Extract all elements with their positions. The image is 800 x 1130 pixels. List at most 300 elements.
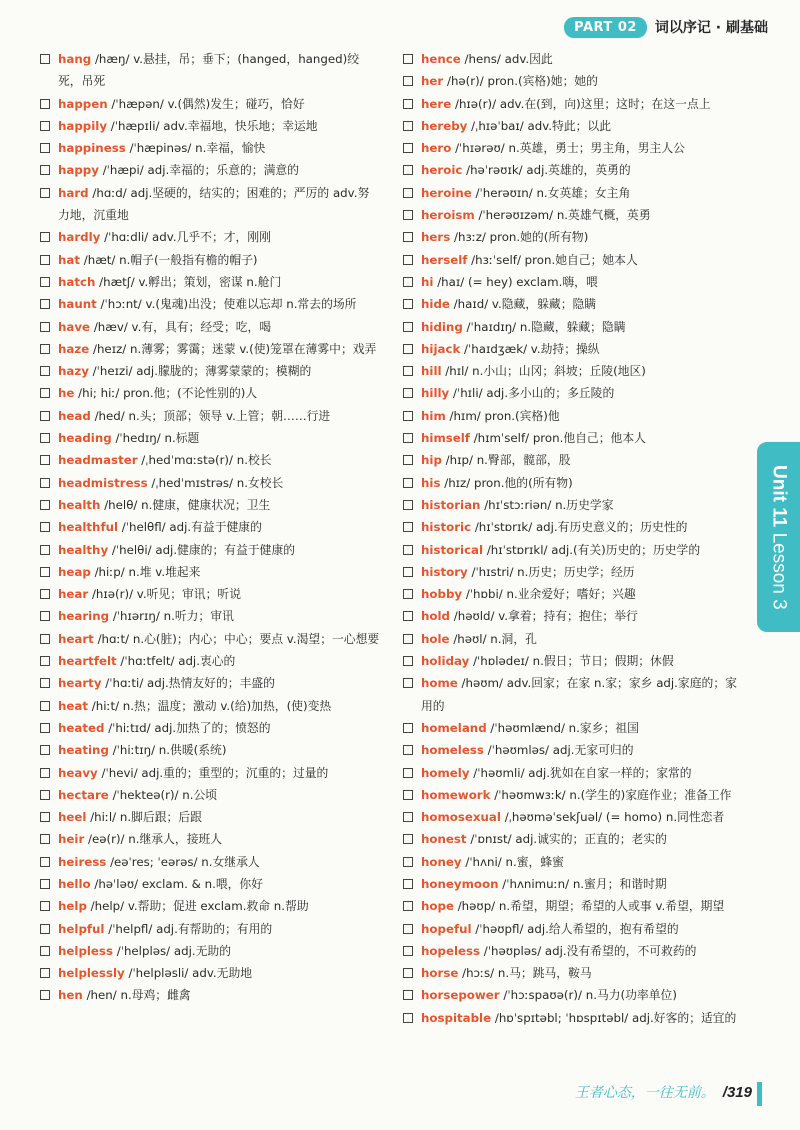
- vocab-definition: /ˈhiːtɪŋ/ n.供暖(系统): [112, 743, 227, 758]
- vocab-word: haunt: [58, 297, 97, 312]
- checkbox-icon[interactable]: [40, 790, 50, 800]
- checkbox-icon[interactable]: [403, 634, 413, 644]
- checkbox-icon[interactable]: [403, 901, 413, 911]
- checkbox-icon[interactable]: [40, 701, 50, 711]
- vocab-word: heroic: [421, 163, 463, 178]
- vocab-definition: /ˈhʌni/ n.蜜，蜂蜜: [465, 854, 564, 869]
- vocab-word: heiress: [58, 854, 107, 869]
- checkbox-icon[interactable]: [40, 188, 50, 198]
- vocab-word: hat: [58, 252, 80, 267]
- vocab-word: heir: [58, 832, 85, 847]
- vocab-word: heat: [58, 698, 88, 713]
- vocab-entry: [40, 316, 380, 338]
- checkbox-icon[interactable]: [40, 99, 50, 109]
- vocab-entry: [40, 695, 380, 717]
- vocab-word: healthful: [58, 520, 119, 535]
- vocab-definition: /ˌhɪəˈbaɪ/ adv.特此；以此: [471, 118, 612, 133]
- vocab-word: help: [58, 899, 87, 914]
- checkbox-icon[interactable]: [403, 990, 413, 1000]
- checkbox-icon[interactable]: [403, 165, 413, 175]
- vocab-entry: [40, 516, 380, 538]
- vocab-definition: /hens/ adv.因此: [464, 52, 553, 66]
- page-header: [564, 14, 768, 40]
- checkbox-icon[interactable]: [403, 745, 413, 755]
- checkbox-icon[interactable]: [403, 210, 413, 220]
- vocab-definition: /ˈhəʊmli/ adj.犹如在自家一样的；家常的: [473, 765, 692, 780]
- vocab-definition: /ˈhevi/ adj.重的；重型的；沉重的；过量的: [101, 765, 329, 780]
- vocab-definition: /hætʃ/ v.孵出；策划，密谋 n.舱门: [99, 274, 282, 289]
- checkbox-icon[interactable]: [403, 968, 413, 978]
- vocab-entry: [40, 405, 380, 427]
- vocab-definition: /eəˈres; ˈeərəs/ n.女继承人: [110, 854, 260, 869]
- vocab-entry: [40, 984, 380, 1006]
- vocab-entry: [403, 405, 743, 427]
- checkbox-icon[interactable]: [403, 768, 413, 778]
- vocab-entry: [40, 851, 380, 873]
- vocab-entry: [40, 561, 380, 583]
- vocab-definition: /hi; hiː/ pron.他；(不论性别的)人: [78, 386, 258, 401]
- checkbox-icon[interactable]: [40, 322, 50, 332]
- checkbox-icon[interactable]: [403, 143, 413, 153]
- vocab-entry: [403, 717, 743, 739]
- vocab-definition: /hɜːz/ pron.她的(所有物): [454, 230, 589, 245]
- vocab-definition: /ˈhiːtɪd/ adj.加热了的；愤怒的: [108, 720, 271, 735]
- vocab-definition: /həʊp/ n.希望，期望；希望的人或事 v.希望，期望: [457, 899, 725, 914]
- checkbox-icon[interactable]: [40, 54, 50, 64]
- vocab-word: heap: [58, 564, 91, 579]
- vocab-entry: [40, 539, 380, 561]
- vocab-entry: [40, 360, 380, 382]
- vocab-definition: /hæŋ/ v.悬挂，吊；垂下；(hanged，hanged)绞死，吊死: [58, 52, 360, 89]
- vocab-word: heated: [58, 720, 105, 735]
- checkbox-icon[interactable]: [40, 455, 50, 465]
- checkbox-icon[interactable]: [403, 411, 413, 421]
- vocab-entry: [40, 159, 380, 181]
- vocab-entry: [40, 494, 380, 516]
- vocab-entry: [403, 539, 743, 561]
- vocab-word: heroism: [421, 208, 475, 223]
- vocab-word: hazy: [58, 364, 89, 379]
- checkbox-icon[interactable]: [403, 54, 413, 64]
- checkbox-icon[interactable]: [403, 879, 413, 889]
- vocab-entry: [403, 873, 743, 895]
- vocab-word: homework: [421, 787, 491, 802]
- checkbox-icon[interactable]: [403, 455, 413, 465]
- vocab-word: hold: [421, 609, 450, 624]
- vocab-entry: [403, 895, 743, 917]
- vocab-entry: [403, 137, 743, 159]
- vocab-entry: [403, 70, 743, 92]
- vocab-entry: [40, 472, 380, 494]
- vocab-definition: /ˌhedˈmɪstrəs/ n.女校长: [151, 475, 284, 490]
- vocab-word: hope: [421, 899, 454, 914]
- checkbox-icon[interactable]: [40, 656, 50, 666]
- vocab-definition: /hɜːˈself/ pron.她自己；她本人: [471, 252, 638, 267]
- vocab-word: heroine: [421, 185, 472, 200]
- vocab-word: hello: [58, 876, 91, 891]
- checkbox-icon[interactable]: [40, 255, 50, 265]
- vocab-entry: [403, 226, 743, 248]
- vocab-word: hide: [421, 297, 450, 312]
- checkbox-icon[interactable]: [40, 500, 50, 510]
- vocab-entry: [40, 48, 380, 93]
- part-badge: PART 02: [564, 17, 647, 38]
- vocab-entry: [403, 918, 743, 940]
- vocab-entry: [40, 93, 380, 115]
- vocab-word: heading: [58, 431, 112, 446]
- checkbox-icon[interactable]: [40, 812, 50, 822]
- vocab-entry: [403, 806, 743, 828]
- vocab-word: homeland: [421, 720, 487, 735]
- vocab-entry: [40, 784, 380, 806]
- vocab-definition: /ˈhəʊpləs/ adj.没有希望的，不可救药的: [483, 943, 697, 958]
- vocab-word: here: [421, 96, 452, 111]
- vocab-definition: /ˈhelθi/ adj.健康的；有益于健康的: [111, 542, 296, 557]
- vocab-word: him: [421, 408, 446, 423]
- vocab-definition: /hɪə(r)/ adv.在(到，向)这里；这时；在这一点上: [454, 96, 711, 111]
- checkbox-icon[interactable]: [40, 567, 50, 577]
- vocab-entry: [40, 940, 380, 962]
- vocab-definition: /ˈhɑːdli/ adv.几乎不；才，刚刚: [104, 230, 271, 245]
- vocab-definition: /helθ/ n.健康，健康状况；卫生: [104, 497, 271, 512]
- vocab-entry: [40, 137, 380, 159]
- vocab-word: homosexual: [421, 810, 501, 825]
- checkbox-icon[interactable]: [40, 879, 50, 889]
- vocab-definition: /haɪ/ (= hey) exclam.嗨，喂: [437, 274, 598, 289]
- vocab-word: hole: [421, 631, 450, 646]
- checkbox-icon[interactable]: [40, 834, 50, 844]
- vocab-word: have: [58, 319, 91, 334]
- checkbox-icon[interactable]: [403, 790, 413, 800]
- vocab-word: himself: [421, 431, 470, 446]
- checkbox-icon[interactable]: [403, 433, 413, 443]
- checkbox-icon[interactable]: [40, 968, 50, 978]
- checkbox-icon[interactable]: [403, 232, 413, 242]
- vocab-entry: [403, 605, 743, 627]
- checkbox-icon[interactable]: [403, 589, 413, 599]
- vocab-entry: [40, 271, 380, 293]
- checkbox-icon[interactable]: [403, 834, 413, 844]
- page-footer: [575, 1082, 752, 1102]
- vocab-word: heating: [58, 743, 109, 758]
- vocab-entry: [403, 828, 743, 850]
- checkbox-icon[interactable]: [40, 611, 50, 621]
- checkbox-icon[interactable]: [403, 656, 413, 666]
- vocab-entry: [403, 115, 743, 137]
- vocab-definition: /hɒˈspɪtəbl; ˈhɒspɪtəbl/ adj.好客的；适宜的: [494, 1010, 737, 1025]
- vocab-word: hero: [421, 141, 452, 156]
- vocab-definition: /ˈhæpɪli/ adv.幸福地，快乐地；幸运地: [110, 118, 318, 133]
- checkbox-icon[interactable]: [403, 812, 413, 822]
- vocab-word: hi: [421, 274, 434, 289]
- vocab-word: hardly: [58, 230, 101, 245]
- vocab-definition: /ˈhelpləsli/ adv.无助地: [128, 966, 253, 981]
- vocab-definition: /hæt/ n.帽子(一般指有檐的帽子): [83, 252, 258, 267]
- vocab-definition: /ˈhʌnimuːn/ n.蜜月；和谐时期: [502, 876, 667, 891]
- vocab-entry: [40, 918, 380, 940]
- vocab-word: happily: [58, 118, 108, 133]
- vocab-definition: /ˈhelpfl/ adj.有帮助的；有用的: [108, 921, 273, 936]
- checkbox-icon[interactable]: [403, 478, 413, 488]
- vocab-entry: [40, 717, 380, 739]
- vocab-entry: [40, 293, 380, 315]
- checkbox-icon[interactable]: [40, 165, 50, 175]
- vocab-word: historian: [421, 497, 481, 512]
- checkbox-icon[interactable]: [40, 299, 50, 309]
- vocab-entry: [403, 984, 743, 1006]
- checkbox-icon[interactable]: [403, 946, 413, 956]
- vocab-definition: /ˈheɪzi/ adj.朦胧的；薄雾蒙蒙的；模糊的: [92, 364, 312, 379]
- checkbox-icon[interactable]: [403, 678, 413, 688]
- checkbox-icon[interactable]: [403, 366, 413, 376]
- vocab-word: homeless: [421, 743, 484, 758]
- vocab-definition: /hæv/ v.有，具有；经受；吃，喝: [93, 319, 272, 334]
- vocab-word: heel: [58, 810, 87, 825]
- vocab-entry: [403, 382, 743, 404]
- vocab-definition: /haɪd/ v.隐藏，躲藏；隐瞒: [453, 297, 597, 312]
- page-number: /319: [722, 1083, 752, 1101]
- vocab-word: horse: [421, 966, 459, 981]
- vocab-definition: /eə(r)/ n.继承人，接班人: [88, 832, 223, 847]
- vocab-word: hear: [58, 587, 89, 602]
- vocab-word: honest: [421, 832, 467, 847]
- vocab-word: happen: [58, 96, 108, 111]
- checkbox-icon[interactable]: [40, 723, 50, 733]
- vocab-word: haze: [58, 341, 90, 356]
- checkbox-icon[interactable]: [40, 388, 50, 398]
- footer-accent-bar: [757, 1082, 762, 1106]
- checkbox-icon[interactable]: [40, 433, 50, 443]
- checkbox-icon[interactable]: [40, 990, 50, 1000]
- vocab-word: happiness: [58, 141, 126, 156]
- checkbox-icon[interactable]: [40, 411, 50, 421]
- left-column: [40, 48, 380, 1007]
- vocab-definition: /hɔːs/ n.马；跳马，鞍马: [462, 966, 592, 981]
- unit-lesson-tab: [757, 442, 800, 632]
- checkbox-icon[interactable]: [40, 589, 50, 599]
- checkbox-icon[interactable]: [40, 121, 50, 131]
- vocab-word: heart: [58, 631, 94, 646]
- vocab-word: head: [58, 408, 91, 423]
- vocab-definition: /hɑːt/ n.心(脏)；内心；中心；要点 v.渴望；一心想要: [97, 631, 380, 646]
- vocab-definition: /ˈhaɪdɪŋ/ n.隐藏，躲藏；隐瞒: [466, 319, 626, 334]
- checkbox-icon[interactable]: [40, 344, 50, 354]
- vocab-entry: [40, 762, 380, 784]
- vocab-definition: /hɑːd/ adj.坚硬的，结实的；困难的；严厉的 adv.努力地，沉重地: [58, 185, 370, 223]
- vocab-definition: /ˈhæpinəs/ n.幸福，愉快: [129, 141, 266, 156]
- vocab-definition: /ˈhaɪdʒæk/ v.劫持；操纵: [464, 341, 600, 356]
- vocab-definition: /ˈhedɪŋ/ n.标题: [115, 431, 200, 446]
- vocab-word: hospitable: [421, 1010, 492, 1025]
- vocab-definition: /hɪp/ n.臀部，髋部，股: [445, 453, 571, 468]
- vocab-definition: /hɪmˈself/ pron.他自己；他本人: [473, 431, 646, 446]
- vocab-word: health: [58, 497, 101, 512]
- vocab-entry: [40, 449, 380, 471]
- checkbox-icon[interactable]: [40, 924, 50, 934]
- vocab-entry: [403, 516, 743, 538]
- checkbox-icon[interactable]: [403, 388, 413, 398]
- checkbox-icon[interactable]: [40, 768, 50, 778]
- vocab-entry: [40, 115, 380, 137]
- vocab-definition: /ˈhɒbi/ n.业余爱好；嗜好；兴趣: [465, 587, 636, 602]
- checkbox-icon[interactable]: [403, 924, 413, 934]
- vocab-entry: [403, 48, 743, 70]
- checkbox-icon[interactable]: [403, 611, 413, 621]
- vocab-entry: [403, 784, 743, 806]
- vocab-definition: /hɪə(r)/ v.听见；审讯；听说: [91, 587, 242, 602]
- vocab-entry: [40, 650, 380, 672]
- vocab-word: history: [421, 564, 468, 579]
- vocab-entry: [403, 293, 743, 315]
- vocab-definition: /help/ v.帮助；促进 exclam.救命 n.帮助: [90, 899, 309, 914]
- vocab-word: hard: [58, 185, 89, 200]
- vocab-word: homely: [421, 765, 470, 780]
- checkbox-icon[interactable]: [403, 76, 413, 86]
- vocab-word: hobby: [421, 587, 463, 602]
- checkbox-icon[interactable]: [403, 567, 413, 577]
- checkbox-icon[interactable]: [403, 299, 413, 309]
- vocab-definition: /ˈhɔːspaʊə(r)/ n.马力(功率单位): [503, 988, 677, 1003]
- vocab-word: heavy: [58, 765, 98, 780]
- vocab-entry: [403, 159, 743, 181]
- vocab-word: hers: [421, 230, 451, 245]
- vocab-entry: [403, 561, 743, 583]
- vocab-entry: [403, 204, 743, 226]
- vocab-entry: [403, 940, 743, 962]
- checkbox-icon[interactable]: [403, 545, 413, 555]
- checkbox-icon[interactable]: [403, 188, 413, 198]
- vocab-word: holiday: [421, 654, 470, 669]
- vocab-definition: /hiːt/ n.热；温度；激动 v.(给)加热，(使)变热: [91, 698, 332, 713]
- vocab-entry: [403, 650, 743, 672]
- vocab-definition: /ˈhɪərəʊ/ n.英雄，勇士；男主角，男主人公: [455, 141, 685, 156]
- vocab-definition: /həʊld/ v.拿着；持有；抱住；举行: [453, 609, 638, 624]
- vocab-word: helpless: [58, 943, 113, 958]
- vocab-word: healthy: [58, 542, 109, 557]
- vocab-definition: /ˈhəʊmwɜːk/ n.(学生的)家庭作业；准备工作: [494, 787, 732, 802]
- vocab-entry: [40, 628, 380, 650]
- checkbox-icon[interactable]: [403, 723, 413, 733]
- vocab-entry: [40, 338, 380, 360]
- vocab-definition: /ˈɒnɪst/ adj.诚实的；正直的；老实的: [470, 832, 667, 847]
- vocab-word: home: [421, 676, 458, 691]
- vocab-word: horsepower: [421, 988, 500, 1003]
- vocab-word: hill: [421, 364, 442, 379]
- checkbox-icon[interactable]: [40, 143, 50, 153]
- vocab-definition: /ˈhɑːti/ adj.热情友好的；丰盛的: [105, 676, 275, 691]
- vocab-definition: /ˈherəʊɪzəm/ n.英雄气概，英勇: [478, 208, 651, 223]
- checkbox-icon[interactable]: [403, 1013, 413, 1023]
- checkbox-icon[interactable]: [403, 322, 413, 332]
- checkbox-icon[interactable]: [403, 255, 413, 265]
- vocab-entry: [403, 739, 743, 761]
- vocab-entry: [403, 338, 743, 360]
- vocab-word: hiding: [421, 319, 463, 334]
- section-title: 词以序记 · 刷基础: [654, 20, 768, 36]
- vocab-entry: [403, 472, 743, 494]
- vocab-entry: [40, 873, 380, 895]
- checkbox-icon[interactable]: [403, 522, 413, 532]
- vocab-word: hatch: [58, 274, 96, 289]
- checkbox-icon[interactable]: [403, 857, 413, 867]
- vocab-definition: /ˈhɪərɪŋ/ n.听力；审讯: [112, 609, 234, 624]
- vocab-word: helplessly: [58, 966, 125, 981]
- vocab-word: hearing: [58, 609, 110, 624]
- checkbox-icon[interactable]: [40, 366, 50, 376]
- checkbox-icon[interactable]: [403, 500, 413, 510]
- vocab-entry: [40, 182, 380, 227]
- vocab-entry: [40, 382, 380, 404]
- checkbox-icon[interactable]: [40, 478, 50, 488]
- vocab-definition: /heɪz/ n.薄雾；雾霭；迷蒙 v.(使)笼罩在薄雾中；戏弄: [92, 341, 377, 356]
- checkbox-icon[interactable]: [403, 121, 413, 131]
- vocab-entry: [403, 583, 743, 605]
- vocab-word: hijack: [421, 341, 461, 356]
- checkbox-icon[interactable]: [40, 946, 50, 956]
- vocab-entry: [403, 427, 743, 449]
- vocab-definition: /hiːl/ n.脚后跟；后跟: [90, 810, 202, 825]
- vocab-word: her: [421, 74, 444, 89]
- vocab-definition: /həˈləʊ/ exclam. & n.喂，你好: [94, 876, 264, 891]
- vocab-entry: [40, 583, 380, 605]
- checkbox-icon[interactable]: [403, 344, 413, 354]
- checkbox-icon[interactable]: [40, 678, 50, 688]
- checkbox-icon[interactable]: [403, 277, 413, 287]
- checkbox-icon[interactable]: [40, 745, 50, 755]
- vocab-definition: /hə(r)/ pron.(宾格)她；她的: [446, 74, 598, 89]
- checkbox-icon[interactable]: [40, 634, 50, 644]
- vocab-entry: [403, 182, 743, 204]
- vocab-definition: /ˈhɒlədeɪ/ n.假日；节日；假期；休假: [473, 654, 674, 669]
- vocab-entry: [403, 360, 743, 382]
- vocab-entry: [40, 249, 380, 271]
- vocab-entry: [40, 962, 380, 984]
- vocab-word: hip: [421, 453, 442, 468]
- vocab-word: hang: [58, 52, 92, 66]
- vocab-definition: /ˌhedˈmɑːstə(r)/ n.校长: [141, 453, 272, 468]
- vocab-definition: /hed/ n.头；顶部；领导 v.上管；朝……行进: [94, 408, 331, 423]
- vocab-entry: [40, 895, 380, 917]
- vocab-entry: [403, 962, 743, 984]
- vocab-entry: [40, 427, 380, 449]
- vocab-definition: /hɪl/ n.小山；山冈；斜坡；丘陵(地区): [445, 364, 646, 379]
- vocab-definition: /hɪˈstɒrɪkl/ adj.(有关)历史的；历史学的: [486, 542, 701, 557]
- vocab-entry: [403, 316, 743, 338]
- checkbox-icon[interactable]: [40, 277, 50, 287]
- checkbox-icon[interactable]: [40, 232, 50, 242]
- right-column: [403, 48, 743, 1029]
- footer-motto: 王者心态，一往无前。: [574, 1085, 715, 1101]
- vocab-word: historical: [421, 542, 484, 557]
- checkbox-icon[interactable]: [40, 901, 50, 911]
- vocab-word: hopeless: [421, 943, 481, 958]
- checkbox-icon[interactable]: [403, 99, 413, 109]
- vocab-word: honeymoon: [421, 876, 499, 891]
- vocab-entry: [40, 739, 380, 761]
- vocab-entry: [403, 1007, 743, 1029]
- vocab-definition: /hɪˈstɔːriən/ n.历史学家: [484, 497, 614, 512]
- checkbox-icon[interactable]: [40, 522, 50, 532]
- checkbox-icon[interactable]: [40, 545, 50, 555]
- vocab-entry: [40, 605, 380, 627]
- vocab-entry: [403, 449, 743, 471]
- checkbox-icon[interactable]: [40, 857, 50, 867]
- vocab-definition: /həˈrəʊɪk/ adj.英雄的，英勇的: [466, 163, 631, 178]
- vocab-word: headmistress: [58, 475, 148, 490]
- vocab-word: headmaster: [58, 453, 138, 468]
- vocab-entry: [403, 672, 743, 717]
- lesson-label: Lesson 3: [768, 532, 790, 610]
